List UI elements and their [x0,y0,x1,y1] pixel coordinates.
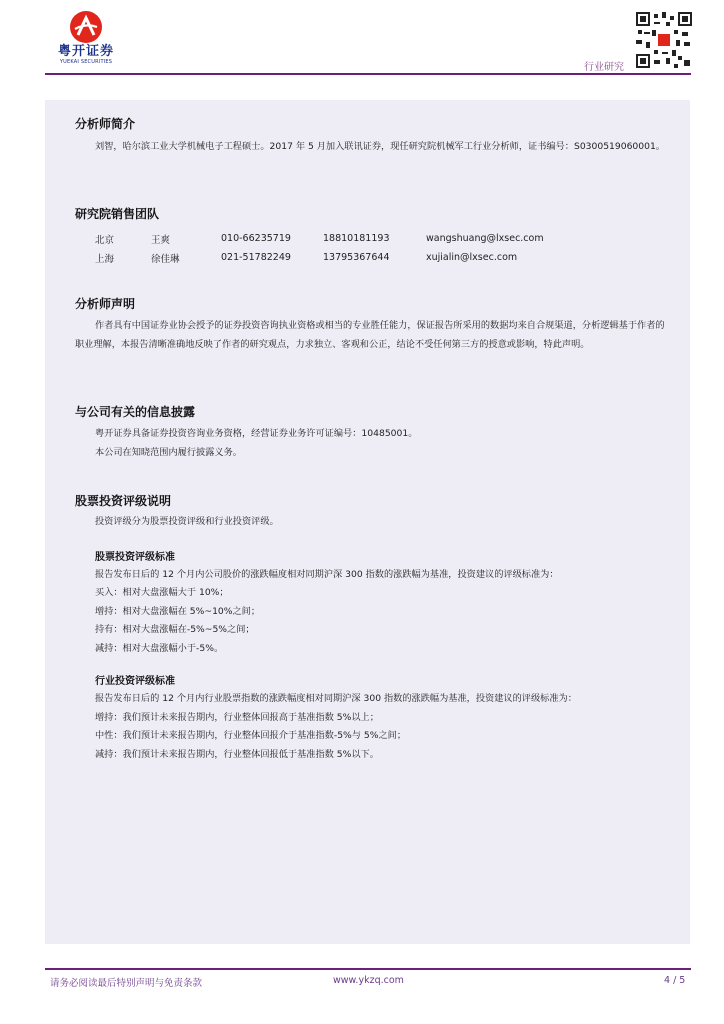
report-category: 行业研究 [584,62,624,73]
name-cell: 徐佳琳 [151,253,180,265]
section-title: 股票投资评级说明 [75,494,172,508]
industry-rating-line: 减持：我们预计未来报告期内，行业整体回报低于基准指数 5%以下。 [95,748,379,760]
stock-rating-line: 减持：相对大盘涨幅小于-5%。 [95,642,224,654]
analyst-intro-section [75,116,665,157]
sales-team-section [75,206,665,267]
footer-notice[interactable]: 请务必阅读最后特别声明与免责条款 [50,978,203,989]
stock-rating-line: 增持：相对大盘涨幅在 5%~10%之间； [95,605,261,617]
header-divider [45,73,691,75]
table-row [95,248,544,267]
rating-section [75,493,675,764]
mobile-cell: 13795367644 [323,252,390,263]
footer-url-link[interactable]: www.ykzq.com [333,975,404,986]
industry-rating-line: 中性：我们预计未来报告期内，行业整体回报介于基准指数-5%与 5%之间； [95,730,407,741]
industry-rating-line: 增持：我们预计未来报告期内，行业整体回报高于基准指数 5%以上； [95,711,379,723]
page-number: 4 / 5 [664,975,686,986]
disclosure-line: 粤开证券具备证券投资咨询业务资格，经营证券业务许可证编号：10485001。 [95,428,418,439]
disclosure-line: 本公司在知晓范围内履行披露义务。 [95,446,242,458]
analyst-statement-section [75,296,665,354]
stock-rating-line: 报告发布日后的 12 个月内公司股价的涨跌幅度相对同期沪深 300 指数的涨跌幅为基准，投资建议的评级标准为： [95,568,559,580]
city-cell: 北京 [95,234,115,246]
stock-rating-line: 买入：相对大盘涨幅大于 10%； [95,587,229,598]
qr-code-icon [636,12,692,68]
section-title: 研究院销售团队 [75,207,160,221]
name-cell: 王爽 [151,234,171,246]
company-logo [54,10,118,66]
analyst-statement-text: 作者具有中国证券业协会授予的证券投资咨询执业资格或相当的专业胜任能力，保证报告所采用的数据均来自合规渠道，分析逻辑基于作者的职业理解，本报告清晰准确地反映了作者的研究观点，力求独立、客观和公正，结论不受任何第三方的授意或影响，特此声明。 [75,320,665,350]
content-panel [45,100,690,944]
email-cell[interactable]: wangshuang@lxsec.com [426,233,544,244]
page-header [0,0,724,80]
section-title: 与公司有关的信息披露 [75,405,196,419]
table-row [95,229,544,248]
mobile-cell: 18810181193 [323,233,390,244]
footer-divider [45,968,691,970]
sales-team-table [95,229,544,267]
logo-brand-en: YUEKAI SECURITIES [59,59,113,65]
email-cell[interactable]: xujialin@lxsec.com [426,252,518,263]
city-cell: 上海 [95,253,115,265]
stock-rating-line: 持有：相对大盘涨幅在-5%~5%之间； [95,624,255,635]
logo-brand-cn: 粤开证券 [57,44,114,59]
rating-intro: 投资评级分为股票投资评级和行业投资评级。 [95,516,279,527]
disclosure-section [75,404,665,462]
section-title: 分析师简介 [75,117,136,131]
phone-cell: 021-51782249 [221,252,291,263]
logo-emblem-icon [69,10,103,44]
industry-rating-title: 行业投资评级标准 [95,676,175,687]
industry-rating-line: 报告发布日后的 12 个月内行业股票指数的涨跌幅度相对同期沪深 300 指数的涨跌幅为基准，投资建议的评级标准为： [95,693,577,704]
section-title: 分析师声明 [75,297,136,311]
stock-rating-title: 股票投资评级标准 [95,551,175,563]
analyst-intro-text: 刘智，哈尔滨工业大学机械电子工程硕士。2017 年 5 月加入联讯证券，现任研究院机械军工行业分析师，证书编号：S0300519060001。 [95,141,665,152]
phone-cell: 010-66235719 [221,233,291,244]
